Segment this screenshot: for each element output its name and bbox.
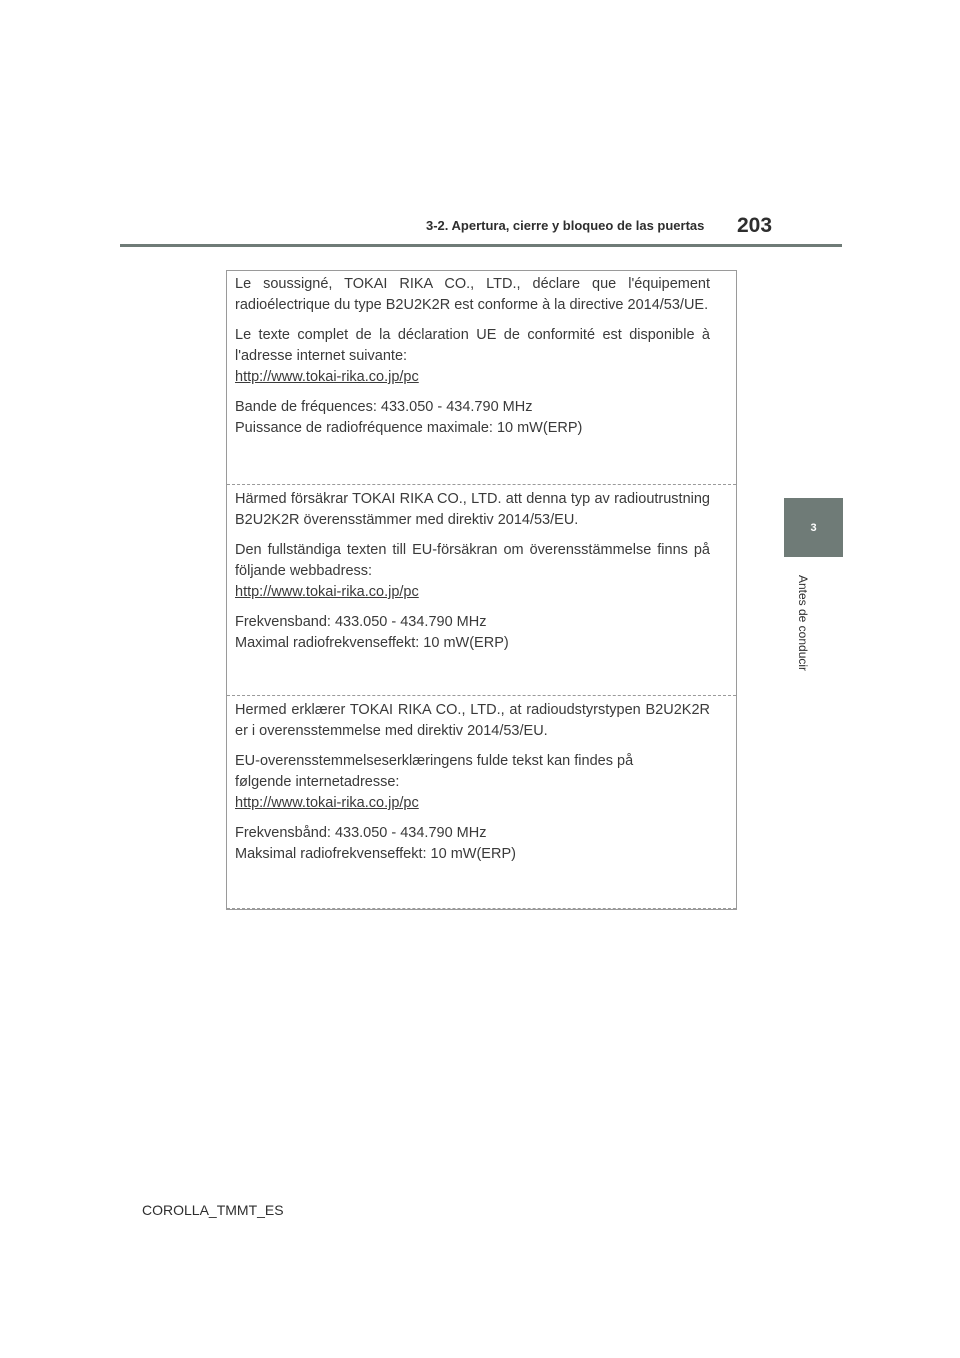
chapter-number: 3 [810, 521, 817, 534]
power-text: Maximal radiofrekvenseffekt: 10 mW(ERP) [235, 635, 509, 651]
declaration-link[interactable]: http://www.tokai-rika.co.jp/pc [235, 795, 419, 811]
frequency-text: Frekvensbånd: 433.050 - 434.790 MHz [235, 825, 487, 841]
availability-text: Le texte complet de la déclaration UE de conformité est disponible à l'adresse internet suivante: [235, 327, 710, 364]
declaration-section-danish [227, 696, 736, 909]
declaration-link[interactable]: http://www.tokai-rika.co.jp/pc [235, 584, 419, 600]
declaration-text: Le soussigné, TOKAI RIKA CO., LTD., déclare que l'équipement radioélectrique du type B2U2K2R est conforme à la directive 2014/53/UE. [235, 276, 710, 313]
power-text: Puissance de radiofréquence maximale: 10 mW(ERP) [235, 420, 583, 436]
page-number: 203 [737, 214, 773, 237]
chapter-label: Antes de conducir [796, 574, 810, 672]
declaration-link[interactable]: http://www.tokai-rika.co.jp/pc [235, 369, 419, 385]
power-text: Maksimal radiofrekvenseffekt: 10 mW(ERP) [235, 846, 516, 862]
declaration-text: Hermed erklærer TOKAI RIKA CO., LTD., at radioudstyrstypen B2U2K2R er i overensstemmelse med direktiv 2014/53/EU. [235, 702, 710, 739]
header-divider [120, 244, 842, 247]
chapter-tab [784, 498, 843, 557]
section-title: 3-2. Apertura, cierre y bloqueo de las puertas [426, 218, 705, 233]
availability-text: Den fullständiga texten till EU-försäkran om överensstämmelse finns på följande webbadress: [235, 542, 710, 579]
frequency-text: Bande de fréquences: 433.050 - 434.790 MHz [235, 399, 533, 415]
document-code: COROLLA_TMMT_ES [142, 1202, 284, 1218]
declarations-box [226, 270, 737, 910]
availability-text: EU-overensstemmelseserklæringens fulde tekst kan findes på følgende internetadresse: [235, 753, 634, 790]
declaration-text: Härmed försäkrar TOKAI RIKA CO., LTD. att denna typ av radioutrustning B2U2K2R överensstämmer med direktiv 2014/53/EU. [235, 491, 710, 528]
declaration-section-swedish [227, 485, 736, 696]
declaration-section-french [227, 271, 736, 485]
chapter-label-container [774, 568, 832, 678]
frequency-text: Frekvensband: 433.050 - 434.790 MHz [235, 614, 487, 630]
